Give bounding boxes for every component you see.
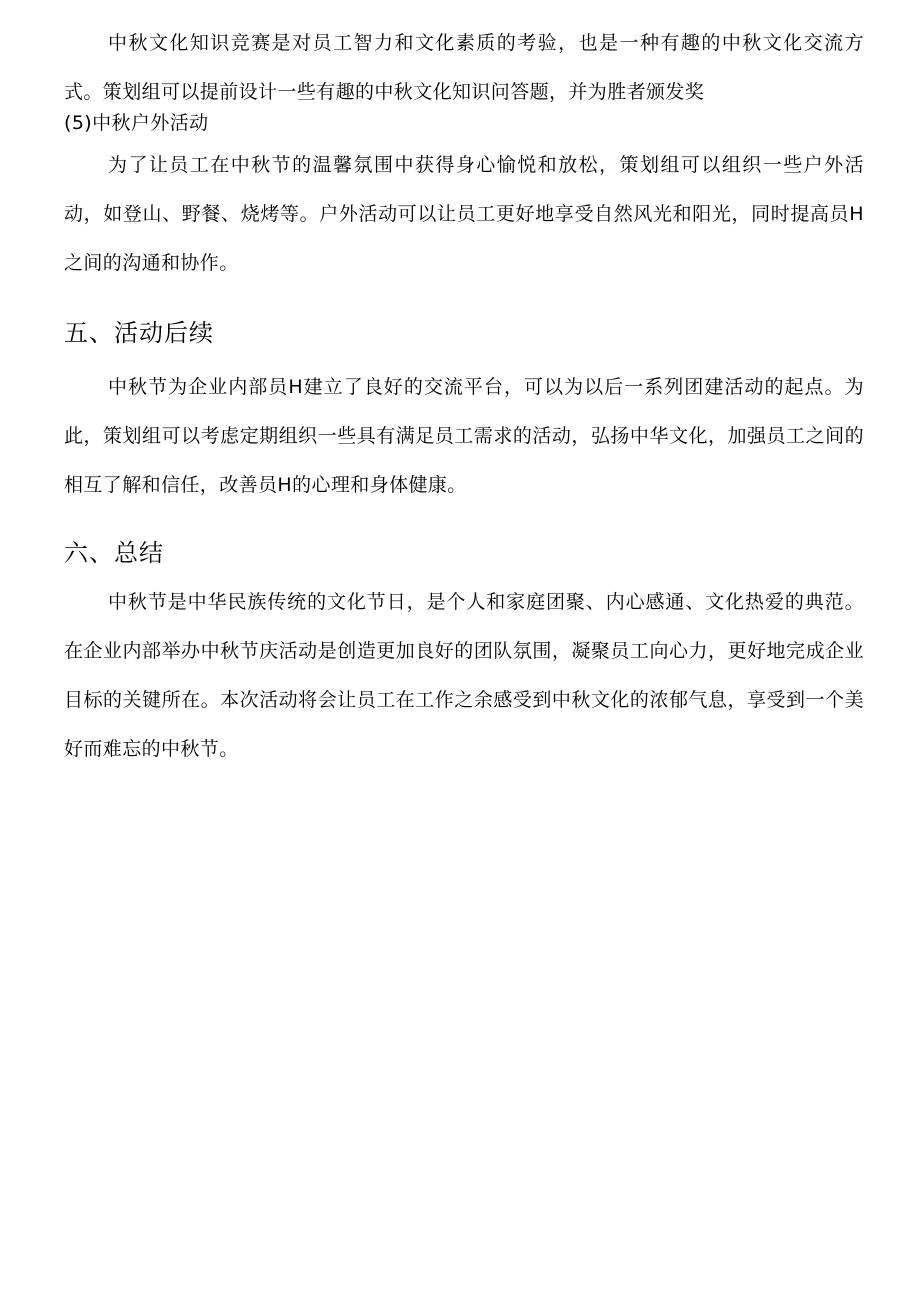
section-title-summary: 六、总结 — [64, 539, 164, 567]
subheading-outdoor-activity: (5)中秋户外活动 — [64, 112, 209, 134]
paragraph-outdoor-activity: 为了让员工在中秋节的温馨氛围中获得身心愉悦和放松，策划组可以组织一些户外活动，如登山、野餐、烧烤等。户外活动可以让员工更好地享受自然风光和阳光，同时提高员H之间的沟通和协作。 — [64, 154, 864, 274]
section-title-follow-up: 五、活动后续 — [64, 319, 214, 347]
paragraph-summary: 中秋节是中华民族传统的文化节日，是个人和家庭团聚、内心感通、文化热爱的典范。在企业内部举办中秋节庆活动是创造更加良好的团队氛围，凝聚员工向心力，更好地完成企业目标的关键所在。本次活动将会让员工在工作之余感受到中秋文化的浓郁气息，享受到一个美好而难忘的中秋节。 — [64, 591, 864, 760]
paragraph-follow-up: 中秋节为企业内部员H建立了良好的交流平台，可以为以后一系列团建活动的起点。为此，策划组可以考虑定期组织一些具有满足员工需求的活动，弘扬中华文化，加强员工之间的相互了解和信任，改善员H的心理和身体健康。 — [64, 376, 864, 496]
paragraph-quiz-description: 中秋文化知识竞赛是对员工智力和文化素质的考验，也是一种有趣的中秋文化交流方式。策划组可以提前设计一些有趣的中秋文化知识问答题，并为胜者颁发奖 — [64, 32, 864, 103]
